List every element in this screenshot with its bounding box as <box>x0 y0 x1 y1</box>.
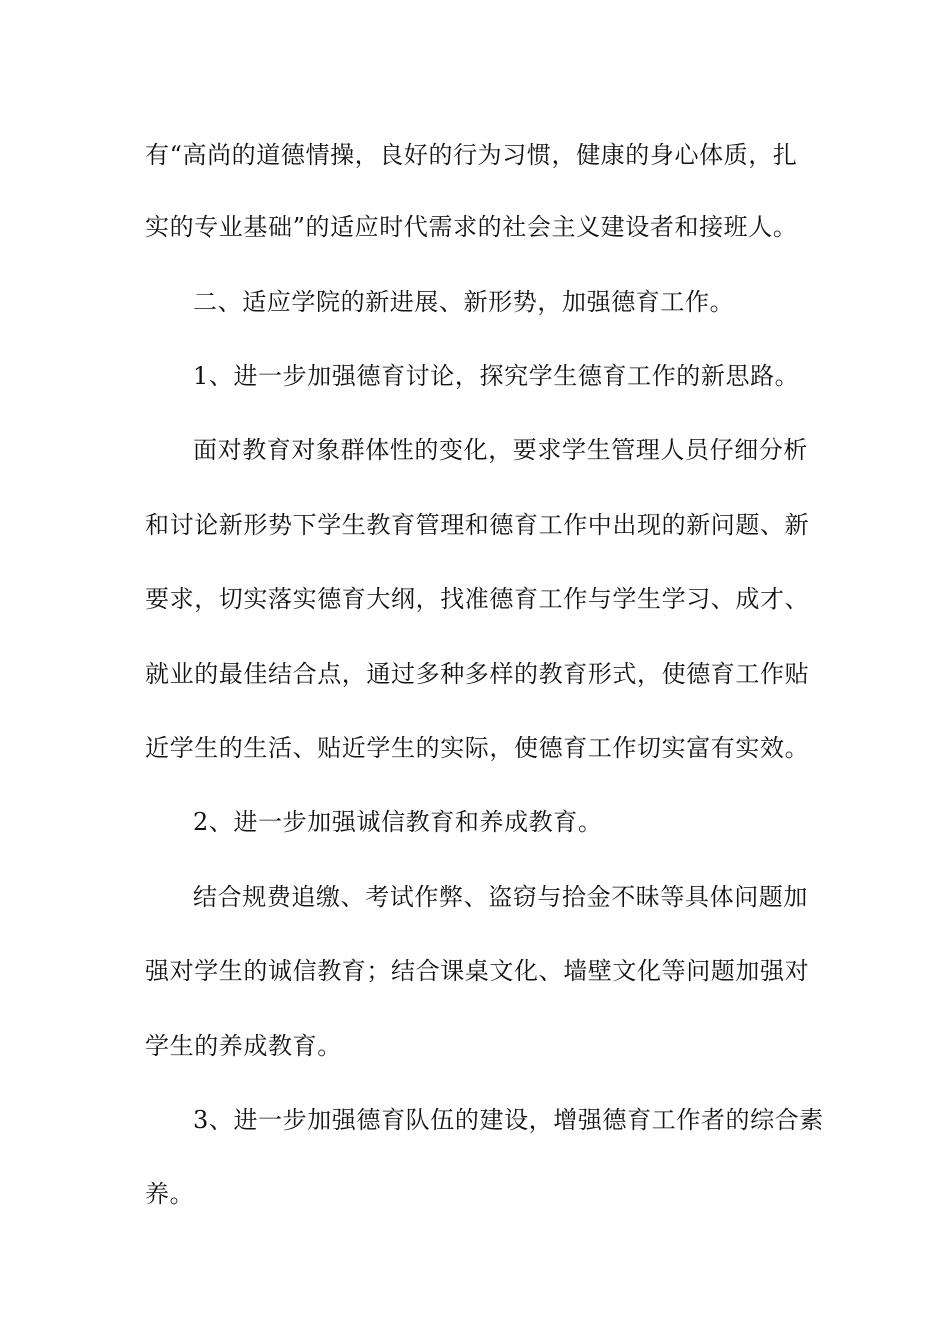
section-heading: 二、适应学院的新进展、新形势，加强德育工作。 <box>193 288 735 316</box>
text-line: 面对教育对象群体性的变化，要求学生管理人员仔细分析 <box>193 436 808 464</box>
text-line: 就业的最佳结合点，通过多种多样的教育形式，使德育工作贴 <box>145 660 810 688</box>
subsection-heading: 3、进一步加强德育队伍的建设，增强德育工作者的综合素 <box>193 1106 824 1134</box>
text-line: 有“高尚的道德情操，良好的行为习惯，健康的身心体质，扎 <box>145 141 798 169</box>
text-line: 和讨论新形势下学生教育管理和德育工作中出现的新问题、新 <box>145 511 810 539</box>
text-line: 结合规费追缴、考试作弊、盗窃与拾金不昧等具体问题加 <box>193 883 808 911</box>
text-line: 学生的养成教育。 <box>145 1032 342 1060</box>
subsection-heading: 2、进一步加强诚信教育和养成教育。 <box>193 808 603 836</box>
subsection-heading: 1、进一步加强德育讨论，探究学生德育工作的新思路。 <box>193 362 800 390</box>
text-line: 要求，切实落实德育大纲，找准德育工作与学生学习、成才、 <box>145 585 810 613</box>
text-line: 近学生的生活、贴近学生的实际，使德育工作切实富有实效。 <box>145 734 810 762</box>
text-line: 养。 <box>145 1180 195 1208</box>
text-line: 实的专业基础”的适应时代需求的社会主义建设者和接班人。 <box>145 213 798 241</box>
text-line: 强对学生的诚信教育；结合课桌文化、墙壁文化等问题加强对 <box>145 957 810 985</box>
